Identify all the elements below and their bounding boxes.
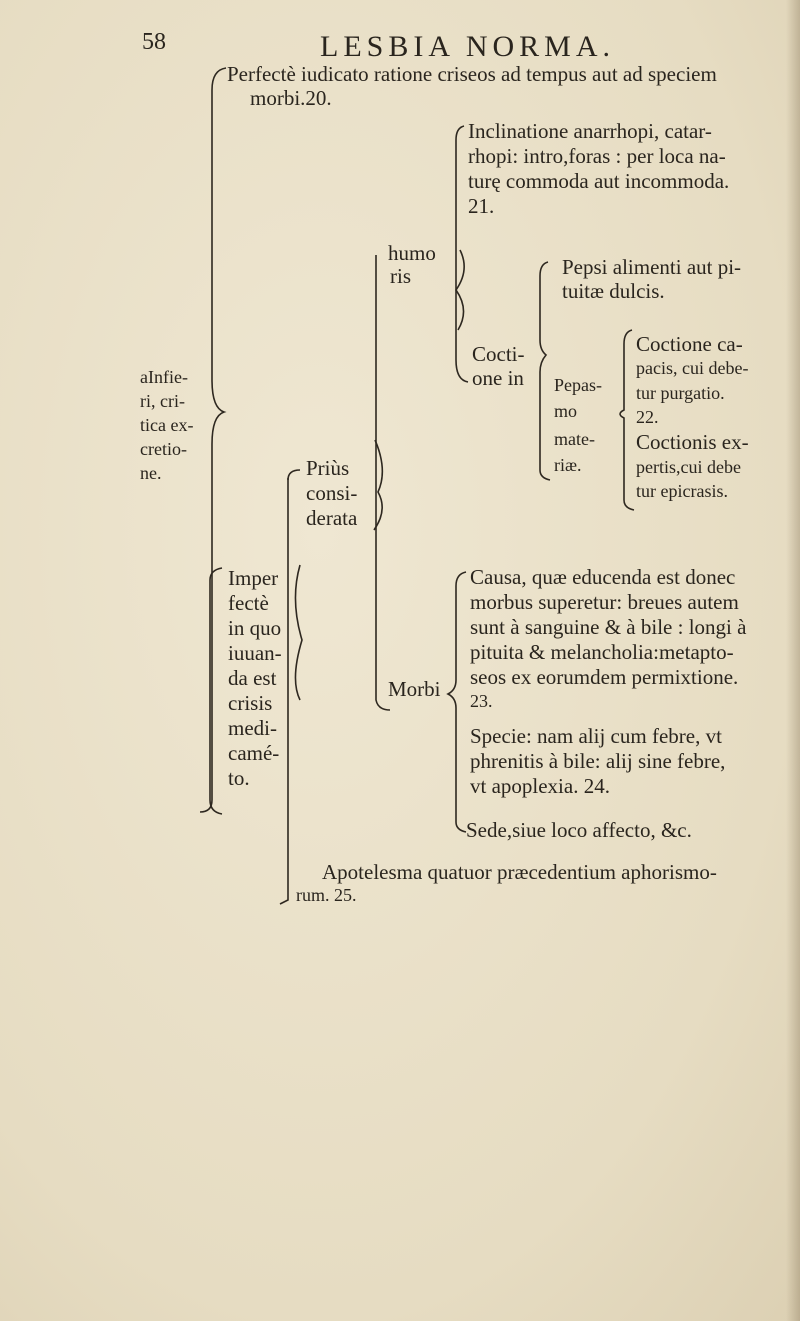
imperfecte-line-2: fectè (228, 591, 269, 615)
imperfecte-line-6: crisis (228, 691, 273, 715)
imperfecte-line-7: medi- (228, 716, 277, 740)
imperfecte-trunk (280, 478, 288, 904)
causa-line-5: seos ex eorumdem permixtione. (470, 665, 739, 689)
margin-line-2: ri, cri- (140, 391, 185, 411)
imperfecte-line-1: Imper (228, 566, 279, 590)
coctione-line-1: Cocti- (472, 342, 525, 366)
running-title: LESBIA NORMA. (320, 30, 616, 63)
margin-line-5: ne. (140, 463, 162, 483)
causa-line-3: sunt à sanguine & à bile : longi à (470, 615, 747, 639)
pepsi-line-1: Pepsi alimenti aut pi- (562, 255, 742, 279)
causa-line-4: pituita & melancholia:metapto- (470, 640, 734, 664)
pepsi-brace (540, 262, 548, 300)
pepasmo-line-2: mo (554, 401, 578, 421)
pepsi-line-2: tuitæ dulcis. (562, 279, 665, 303)
coctio-line-1: Coctione ca- (636, 332, 743, 356)
main-brace (200, 68, 226, 812)
root-line-1: Perfectè iudicato ratione criseos ad tempus aut ad speciem (227, 62, 717, 86)
margin-line-4: cretio- (140, 439, 187, 459)
imperfecte-line-4: iuuan- (228, 641, 282, 665)
coctione-brace (540, 300, 550, 480)
specie-line-2: phrenitis à bile: alij sine febre, (470, 749, 726, 773)
humoris-line-2: ris (390, 264, 411, 288)
inclinatione-line-2: rhopi: intro,foras : per loca na- (468, 144, 726, 168)
imperfecte-line-8: camé- (228, 741, 280, 765)
root-line-2: morbi.20. (250, 86, 332, 110)
imperfecte-connector (295, 565, 302, 700)
coctione-line-2: one in (472, 366, 524, 390)
imperfecte-line-3: in quo (228, 616, 282, 640)
causa-line-6: 23. (470, 691, 493, 711)
prius-brace (288, 470, 300, 480)
imperfecte-line-9: to. (228, 766, 250, 790)
specie-line-3: vt apoplexia. 24. (470, 774, 610, 798)
imperfecte-line-5: da est (228, 666, 277, 690)
causa-line-1: Causa, quæ educenda est donec (470, 565, 736, 589)
humoris-brace (456, 250, 464, 330)
inclinatione-line-1: Inclinatione anarrhopi, catar- (468, 119, 712, 143)
pepasmo-line-1: Pepas- (554, 375, 602, 395)
prius-line-1: Priùs (306, 456, 350, 480)
morbi-brace (448, 572, 466, 832)
margin-line-3: tica ex- (140, 415, 194, 435)
margin-line-1: aInfie- (140, 367, 188, 387)
coctio-line-5: Coctionis ex- (636, 430, 749, 454)
coctio-line-7: tur epicrasis. (636, 481, 728, 501)
page-number: 58 (142, 29, 166, 55)
sede-line: Sede,siue loco affecto, &c. (466, 818, 692, 842)
pepasmo-line-3: mate- (554, 429, 595, 449)
apotelesma-line-2: rum. 25. (296, 885, 357, 905)
specie-line-1: Specie: nam alij cum febre, vt (470, 724, 722, 748)
coctio-line-6: pertis,cui debe (636, 457, 741, 477)
prius-line-2: consi- (306, 481, 358, 505)
humoris-line-1: humo (388, 241, 436, 265)
prius-line-3: derata (306, 506, 358, 530)
humoris-trunk (376, 255, 390, 710)
coctio-line-4: 22. (636, 407, 659, 427)
pepasmo-line-4: riæ. (554, 455, 582, 475)
coctio-line-3: tur purgatio. (636, 383, 725, 403)
coctio-brace (620, 330, 634, 510)
inclinatione-line-3: turę commoda aut incommoda. (468, 169, 730, 193)
morbi-label: Morbi (388, 677, 441, 701)
apotelesma-line-1: Apotelesma quatuor præcedentium aphorismo- (322, 860, 717, 884)
causa-line-2: morbus superetur: breues autem (470, 590, 739, 614)
coctio-line-2: pacis, cui debe- (636, 358, 749, 378)
inclinatione-line-4: 21. (468, 194, 495, 218)
